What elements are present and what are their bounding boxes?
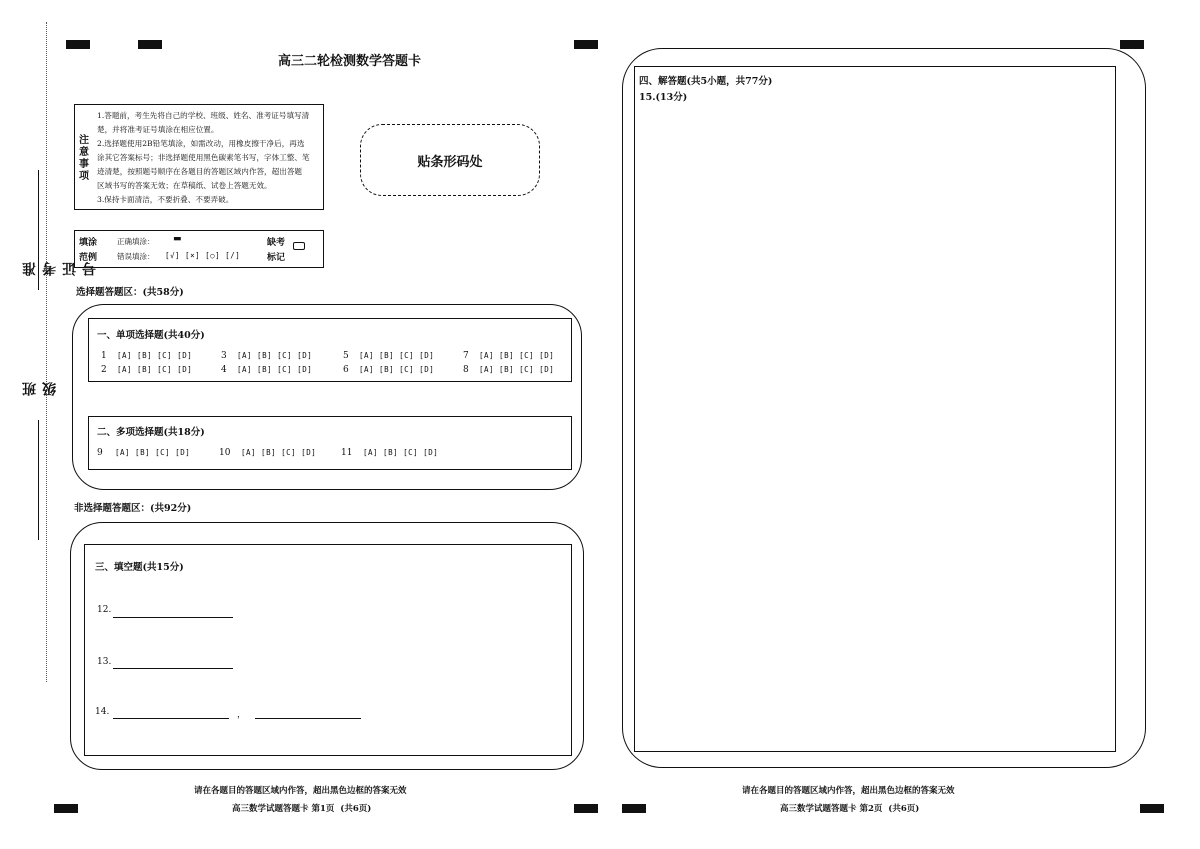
alignment-mark [66, 40, 90, 49]
footer-page: 高三数学试题答题卡 第2页 (共6页) [780, 804, 920, 814]
answer-options[interactable]: [A] [B] [C] [D] [115, 448, 191, 457]
side-label-id: 准考证号 [22, 260, 98, 276]
correct-fill-mark: ▬ [173, 234, 182, 244]
multi-choice-title: 二、多项选择题(共18分) [97, 427, 205, 438]
absent-label-1: 缺考 [267, 238, 286, 248]
q15-label: 15.(13分) [639, 92, 688, 103]
answer-options[interactable]: [A] [B] [C] [D] [479, 351, 555, 360]
q14-label: 14. [95, 707, 110, 717]
alignment-mark [574, 40, 598, 49]
answer-options[interactable]: [A] [B] [C] [D] [363, 448, 439, 457]
barcode-label: 贴条形码处 [417, 154, 483, 170]
question-number: 5 [343, 351, 349, 361]
fill-blank-box [84, 544, 572, 756]
answer-options[interactable]: [A] [B] [C] [D] [237, 365, 313, 374]
fill-example-box [74, 230, 324, 268]
barcode-area [360, 124, 540, 196]
footer-note: 请在各题目的答题区域内作答，超出黑色边框的答案无效 [742, 786, 955, 796]
footer-page: 高三数学试题答题卡 第1页 (共6页) [232, 804, 372, 814]
notice-line: 涂其它答案标号；非选择题使用黑色碳素笔书写，字体工整、笔 [97, 153, 310, 162]
q12-answer-line[interactable] [113, 617, 233, 618]
fill-example-label-1: 填涂 [79, 238, 98, 248]
section-title: 四、解答题(共5小题，共77分) [639, 76, 773, 87]
question-number: 2 [101, 365, 107, 375]
alignment-mark [622, 804, 646, 813]
question-number: 6 [343, 365, 349, 375]
q12-label: 12. [97, 605, 112, 615]
notice-box [74, 104, 324, 210]
question-number: 7 [463, 351, 469, 361]
answer-options[interactable]: [A] [B] [C] [D] [117, 365, 193, 374]
notice-line: 1.答题前，考生先将自己的学校、班级、姓名、准考证号填写清 [97, 111, 310, 120]
notice-line: 区域书写的答案无效；在草稿纸、试卷上答题无效。 [97, 181, 272, 190]
answer-options[interactable]: [A] [B] [C] [D] [117, 351, 193, 360]
alignment-mark [54, 804, 78, 813]
q13-label: 13. [97, 657, 112, 667]
question-number: 1 [101, 351, 107, 361]
notice-line: 3.保持卡面清洁，不要折叠、不要弄破。 [97, 195, 234, 204]
single-choice-box [88, 318, 572, 382]
single-choice-title: 一、单项选择题(共40分) [97, 330, 205, 341]
q14-answer-line-1[interactable] [113, 718, 229, 719]
answer-box [634, 66, 1116, 752]
notice-text [97, 109, 310, 207]
notice-line: 楚，并将准考证号填涂在相应位置。 [97, 125, 219, 134]
absent-checkbox[interactable] [293, 242, 305, 250]
notice-line: 迹清楚，按照题号顺序在各题目的答题区域内作答，超出答题 [97, 167, 303, 176]
correct-fill-label: 正确填涂： [117, 237, 155, 246]
notice-label: 注意事项 [79, 135, 89, 182]
q13-answer-line[interactable] [113, 668, 233, 669]
alignment-mark [1120, 40, 1144, 49]
page-title: 高三二轮检测数学答题卡 [278, 54, 422, 69]
fill-blank-title: 三、填空题(共15分) [95, 562, 184, 573]
answer-options[interactable]: [A] [B] [C] [D] [241, 448, 317, 457]
q14-answer-line-2[interactable] [255, 718, 361, 719]
question-number: 9 [97, 448, 103, 458]
answer-options[interactable]: [A] [B] [C] [D] [237, 351, 313, 360]
footer-note: 请在各题目的答题区域内作答，超出黑色边框的答案无效 [194, 786, 407, 796]
question-number: 4 [221, 365, 227, 375]
side-label-class: 班级 [22, 380, 58, 396]
answer-options[interactable]: [A] [B] [C] [D] [479, 365, 555, 374]
notice-line: 2.选择题使用2B铅笔填涂，如需改动，用橡皮擦干净后，再选 [97, 139, 305, 148]
q14-separator: ， [237, 710, 247, 720]
answer-options[interactable]: [A] [B] [C] [D] [359, 351, 435, 360]
question-number: 3 [221, 351, 227, 361]
binding-dotted-line [46, 22, 47, 682]
choice-area-title: 选择题答题区：(共58分) [76, 287, 184, 298]
alignment-mark [138, 40, 162, 49]
multi-choice-box [88, 416, 572, 470]
question-number: 10 [219, 448, 231, 458]
wrong-fill-marks: [√] [×] [○] [/] [165, 251, 241, 260]
nonchoice-area-title: 非选择题答题区：(共92分) [74, 503, 192, 514]
alignment-mark [574, 804, 598, 813]
fill-example-label-2: 范例 [79, 253, 98, 263]
question-number: 11 [341, 448, 353, 458]
alignment-mark [1140, 804, 1164, 813]
answer-writing-area[interactable] [635, 107, 1115, 751]
question-number: 8 [463, 365, 469, 375]
wrong-fill-label: 错误填涂： [117, 252, 155, 261]
absent-label-2: 标记 [267, 253, 286, 263]
answer-options[interactable]: [A] [B] [C] [D] [359, 365, 435, 374]
